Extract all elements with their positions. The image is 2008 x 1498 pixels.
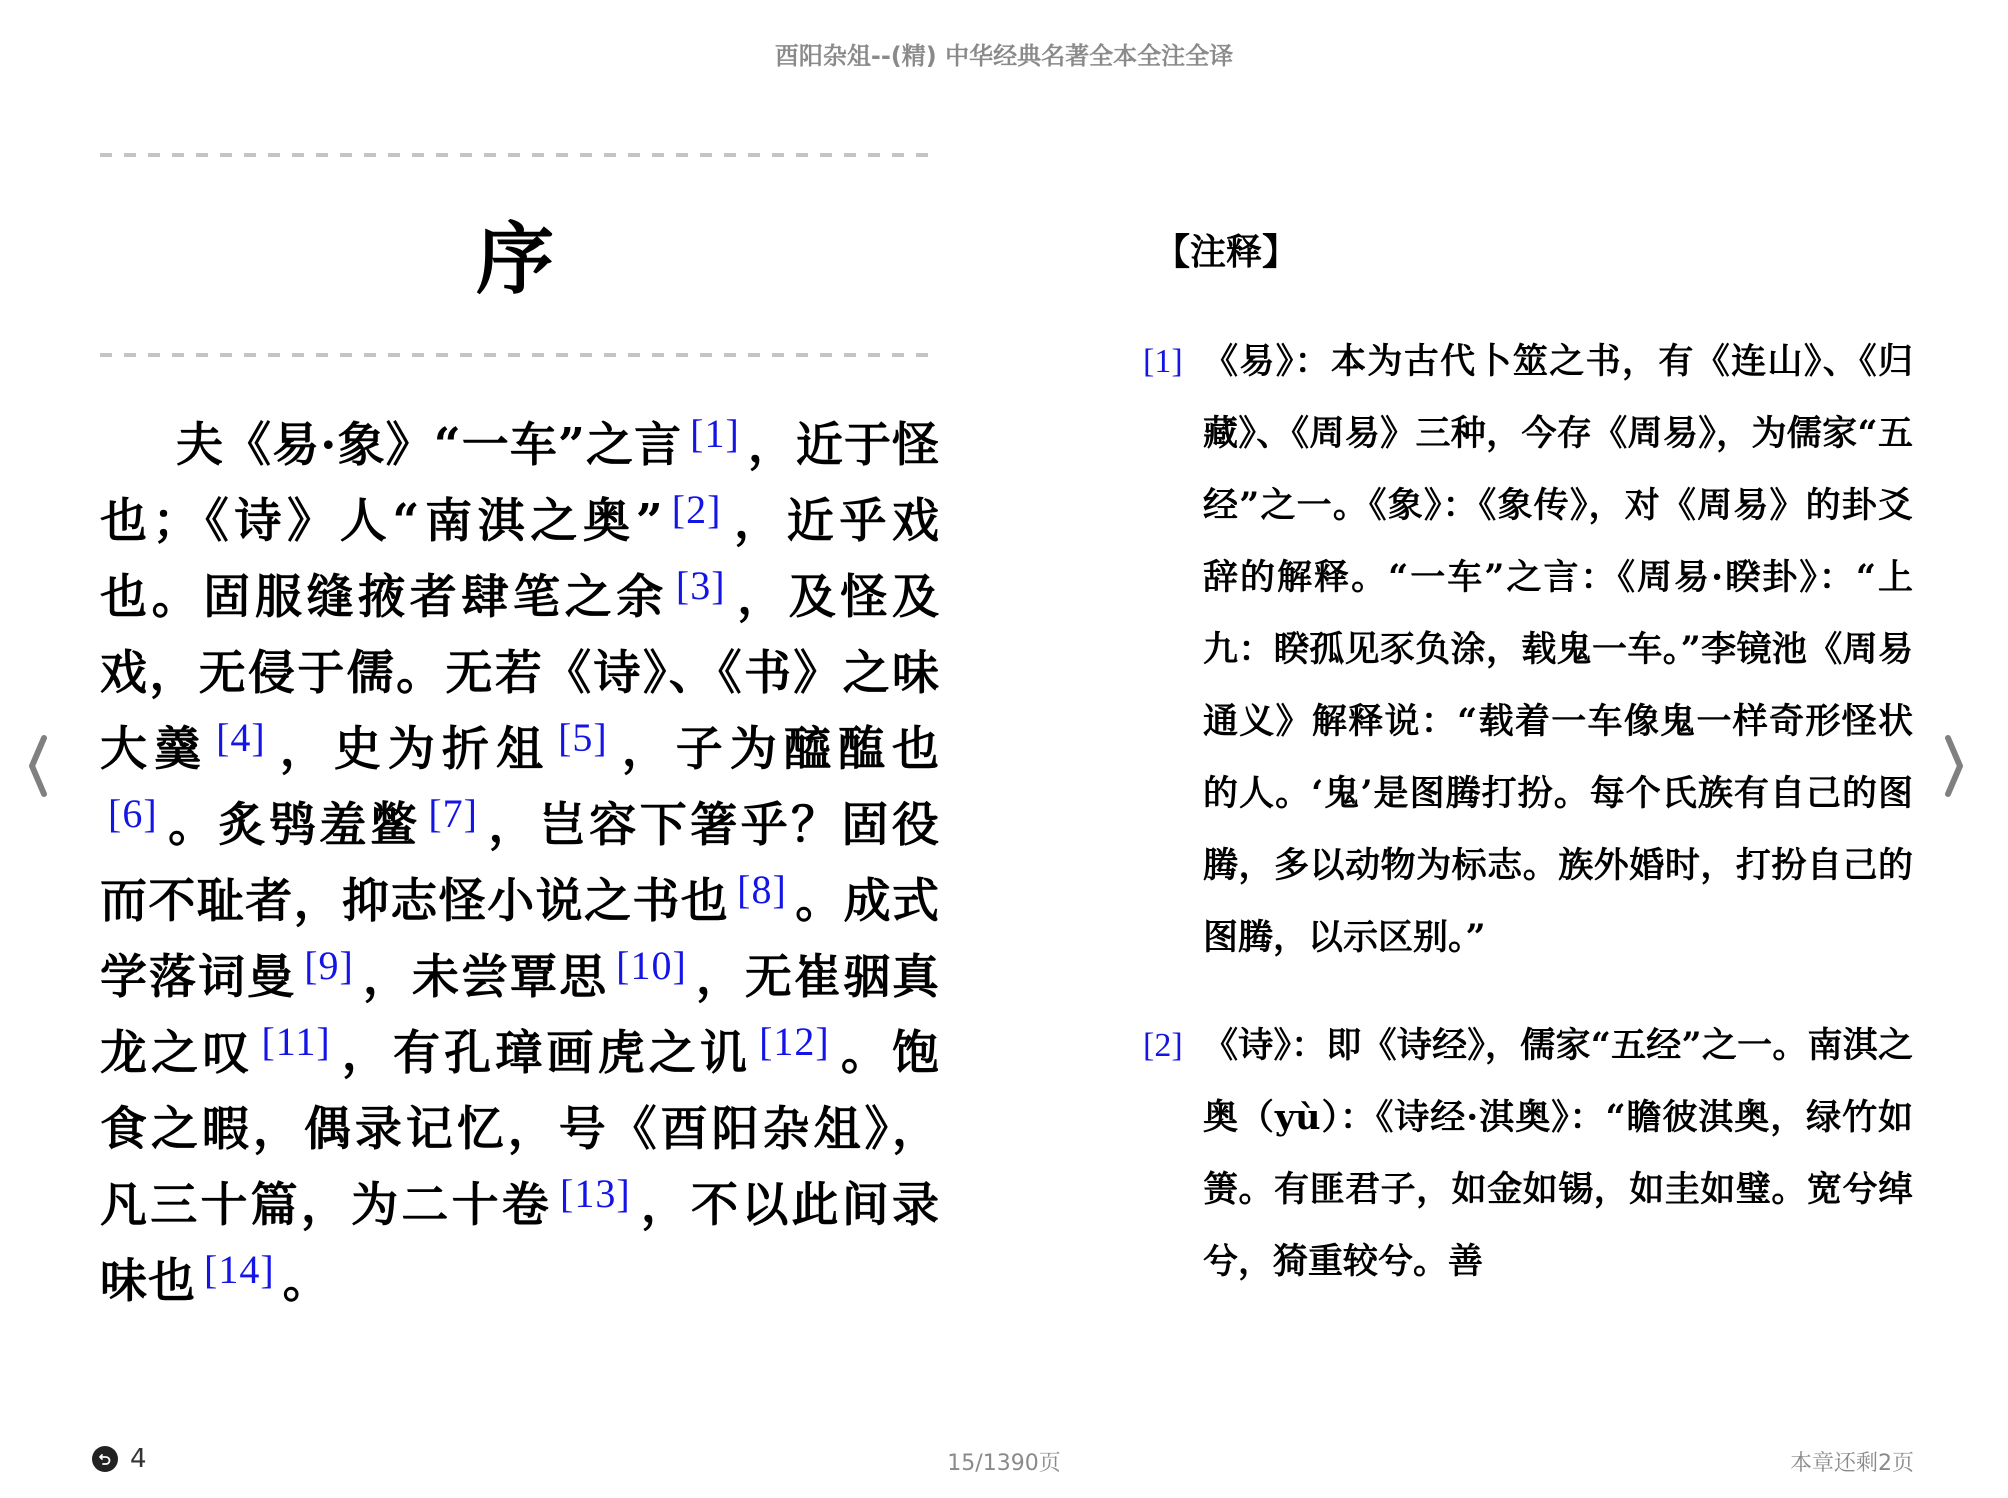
notes-heading: 【注释】 <box>1154 231 1299 273</box>
paragraph-text: 。 <box>282 1254 331 1309</box>
footnote-link[interactable]: [8] <box>737 867 787 912</box>
paragraph-text: ，近乎戏也。固服缝掖者肆笔之余 <box>100 494 940 625</box>
paragraph-text: 夫《易·象》“一车”之言 <box>176 418 683 473</box>
footnote-link[interactable]: [6] <box>108 791 158 836</box>
footnote-link[interactable]: [1] <box>690 411 740 456</box>
paragraph-text: 。饱食之暇，偶录记忆，号《酉阳杂俎》，凡三十篇，为二十卷 <box>100 1026 941 1233</box>
note-number-link[interactable]: [2] <box>1143 1027 1183 1064</box>
chevron-right-icon <box>1940 732 1970 800</box>
paragraph-text: ，无崔骃真龙之叹 <box>100 950 941 1081</box>
chapter-title: 序 <box>475 214 554 305</box>
paragraph-text: ，未尝覃思 <box>361 950 609 1005</box>
notes-list <box>1143 326 1913 1334</box>
note-text: 《诗》：即《诗经》，儒家“五经”之一。南淇之奥（yù）：《诗经·淇奥》：“瞻彼淇奥，绿竹如箦。有匪君子，如金如锡，如圭如璧。宽兮绰兮，猗重较兮。善 <box>1203 1025 1913 1282</box>
book-title: 酉阳杂俎--(精) 中华经典名著全本全注全译 <box>774 42 1234 70</box>
chapter-remaining: 本章还剩2页 <box>1790 1451 1914 1476</box>
chevron-left-icon <box>22 732 52 800</box>
paragraph-text: ，岂容下箸乎？固役而不耻者，抑志怪小说之书也 <box>100 798 940 929</box>
paragraph-text: ，及怪及戏，无侵于儒。无若《诗》、《书》之味大羹 <box>100 570 941 777</box>
paragraph-text: ，有孔璋画虎之讥 <box>338 1026 752 1081</box>
back-count: 4 <box>130 1444 147 1474</box>
paragraph-text: 。成式学落词曼 <box>100 874 941 1005</box>
note-item <box>1143 326 1913 974</box>
note-number-link[interactable]: [1] <box>1143 343 1183 380</box>
paragraph-text: ，子为醯醢也 <box>615 722 941 777</box>
page-indicator: 15/1390页 <box>947 1451 1061 1476</box>
previous-page-button[interactable] <box>22 732 52 800</box>
footnote-link[interactable]: [4] <box>216 715 266 760</box>
footnote-link[interactable]: [9] <box>304 943 354 988</box>
footnote-link[interactable]: [5] <box>558 715 608 760</box>
paragraph-text: ，史为折俎 <box>273 722 551 777</box>
note-text: 《易》：本为古代卜筮之书，有《连山》、《归藏》、《周易》三种，今存《周易》，为儒家“五经”之一。《象》：《象传》，对《周易》的卦爻辞的解释。“一车”之言：《周易·睽卦》：“上九：睽孤见豕负涂，载鬼一车。”李镜池《周易通义》解释说：“载着一车像鬼一样奇形怪状的人。‘鬼’是图腾打扮。每个氏族有自己的图腾，多以动物为标志。族外婚时，打扮自己的图腾，以示区别。” <box>1203 341 1913 958</box>
footnote-link[interactable]: [10] <box>616 943 687 988</box>
title-divider-bottom <box>100 353 930 357</box>
paragraph-text: ，近于怪也；《诗》人“南淇之奥” <box>100 418 940 549</box>
footnote-link[interactable]: [14] <box>204 1247 275 1292</box>
footnote-link[interactable]: [13] <box>560 1171 631 1216</box>
footnote-link[interactable]: [11] <box>261 1019 331 1064</box>
paragraph-text: 。炙鸮羞鳖 <box>165 798 421 853</box>
next-page-button[interactable] <box>1940 732 1970 800</box>
footnote-link[interactable]: [12] <box>759 1019 830 1064</box>
title-divider-top <box>100 153 930 157</box>
preface-paragraph <box>100 408 940 1320</box>
note-item <box>1143 1010 1913 1298</box>
footnote-link[interactable]: [2] <box>671 487 722 532</box>
paragraph-text: ，不以此间录味也 <box>100 1178 940 1309</box>
footnote-link[interactable]: [7] <box>428 791 478 836</box>
footnote-link[interactable]: [3] <box>675 563 726 608</box>
